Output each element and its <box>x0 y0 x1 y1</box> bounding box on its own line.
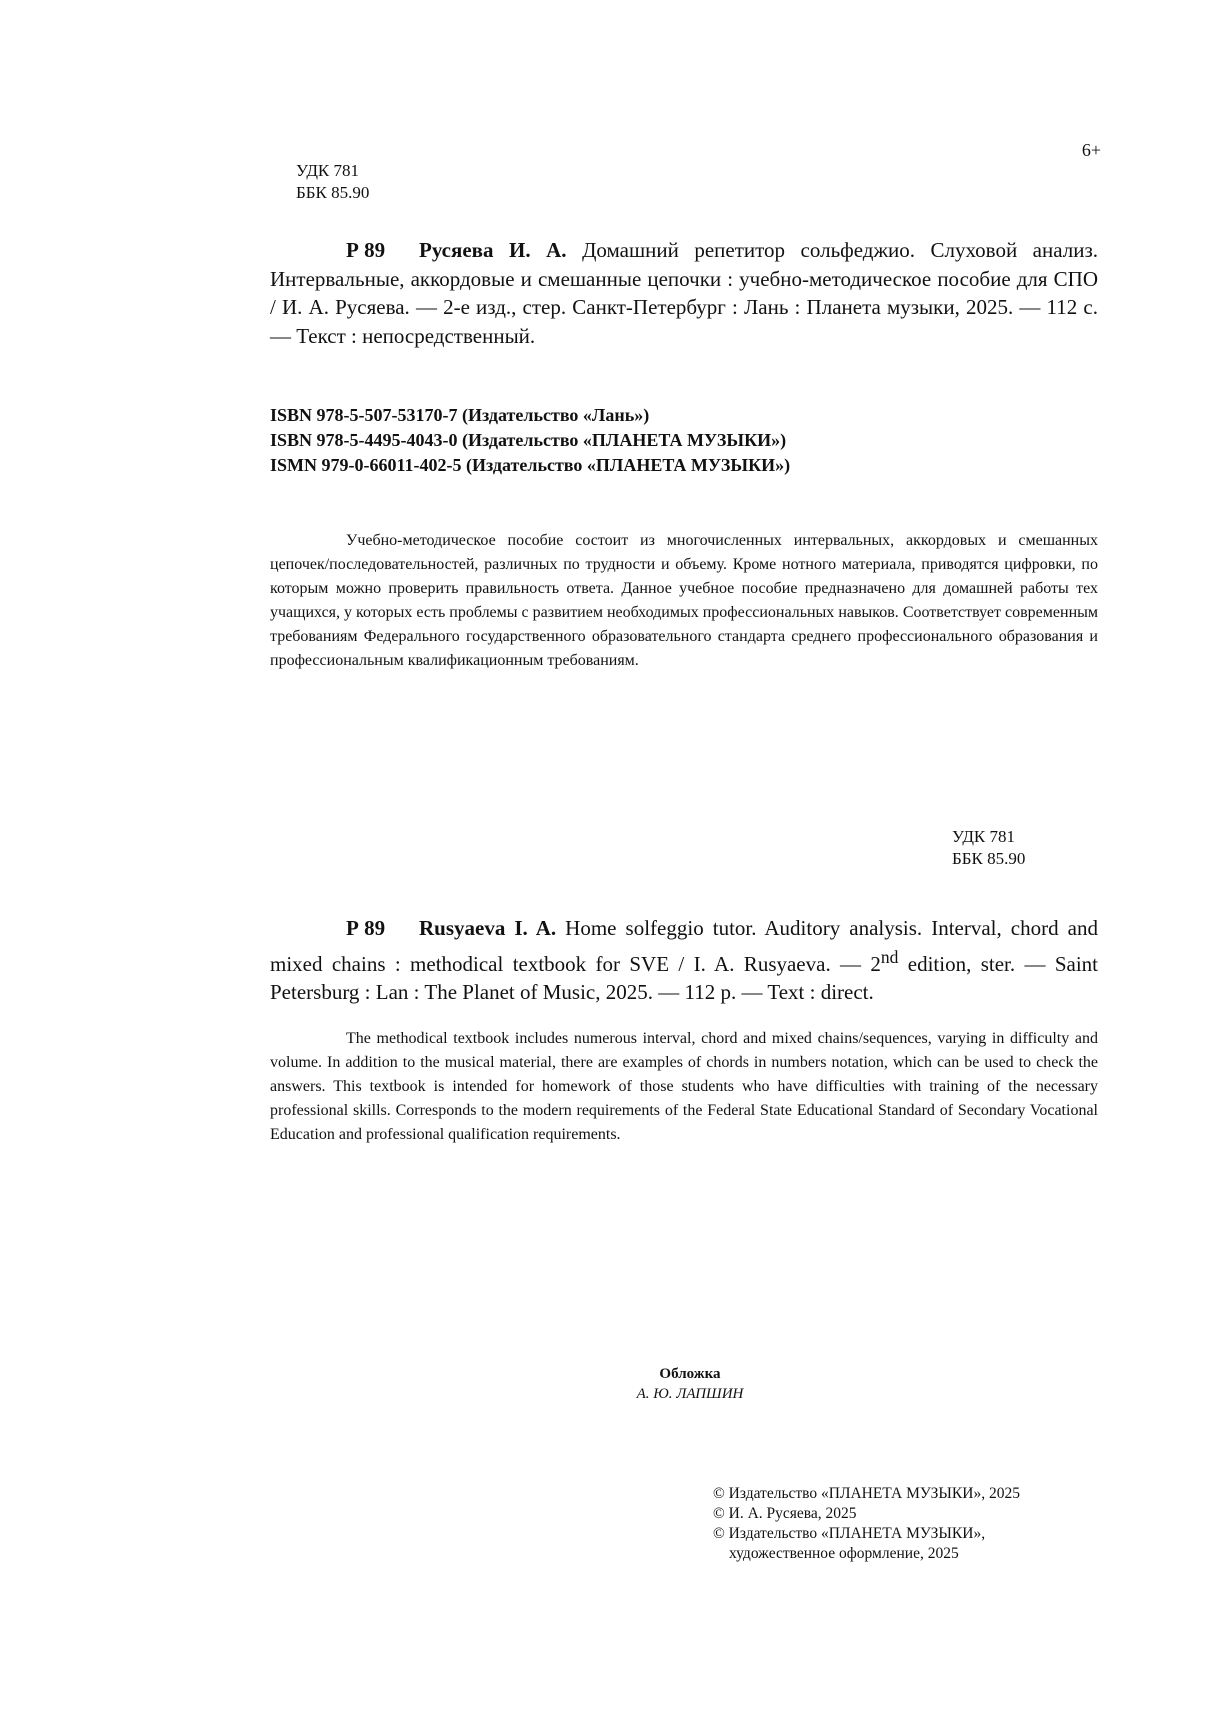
cover-label: Обложка <box>659 1366 721 1382</box>
bibliographic-text: Home solfeggio tutor. Auditory analysis. Interval, chord and mixed chains : methodical textbook for SVE / I. A. Rusyaeva. — 2 <box>270 916 1098 976</box>
copyright-line: © Издательство «ПЛАНЕТА МУЗЫКИ», 2025 <box>713 1485 1020 1502</box>
bibliographic-text: Домашний репетитор сольфеджио. Слуховой анализ. Интервальные, аккордовые и смешанные цепочки : учебно-методическое пособие для СПО / И. А. Русяева. — 2-е изд., стер. Санкт-Петербург : Лань : Планета музыки, 2025. — 112 с. — Текст : непосредственный. <box>270 238 1099 348</box>
classification-codes-ru <box>296 160 369 204</box>
annotation-en: The methodical textbook includes numerous interval, chord and mixed chains/sequences, varying in difficulty and volume. In addition to the musical material, there are examples of chords in numbers notation, which can be used to check the answers. This textbook is intended for homework of those students who have difficulties with training of the necessary professional skills. Corresponds to the modern requirements of the Federal State Educational Standard of Secondary Vocational Education and professional qualification requirements. <box>270 1030 1098 1143</box>
bibliographic-record-en <box>270 914 1098 1007</box>
bbk-code: ББК 85.90 <box>952 849 1026 868</box>
classification-codes-en <box>952 826 1025 870</box>
bbk-code: ББК 85.90 <box>296 183 370 202</box>
author-mark: Р 89 <box>346 238 386 262</box>
copyright-line: художественное оформление, 2025 <box>729 1545 959 1562</box>
isbn-lan: ISBN 978-5-507-53170-7 (Издательство «Лань») <box>270 405 650 425</box>
udk-code: УДК 781 <box>296 161 360 180</box>
copyright-block <box>713 1484 1020 1564</box>
author-name: Rusyaeva I. A. <box>419 916 557 940</box>
isbn-list <box>270 403 790 478</box>
udk-code: УДК 781 <box>952 827 1016 846</box>
author-mark: Р 89 <box>346 916 386 940</box>
copyright-line: © И. А. Русяева, 2025 <box>713 1505 857 1522</box>
author-name: Русяева И. А. <box>419 238 567 262</box>
bibliographic-text-cont: edition, ster. — Saint Petersburg : Lan : The Planet of Music, 2025. — 112 p. — Text : direct. <box>270 951 1098 1004</box>
cover-artist: А. Ю. ЛАПШИН <box>636 1386 744 1402</box>
isbn-planeta: ISBN 978-5-4495-4043-0 (Издательство «ПЛАНЕТА МУЗЫКИ») <box>270 430 787 450</box>
copyright-line: © Издательство «ПЛАНЕТА МУЗЫКИ», <box>713 1525 986 1542</box>
annotation-ru: Учебно-методическое пособие состоит из многочисленных интервальных, аккордовых и смешанных цепочек/последовательностей, различных по трудности и объему. Кроме нотного материала, приводятся цифровки, по которым можно проверить правильность ответа. Данное учебное пособие предназначено для домашней работы тех учащихся, у которых есть проблемы с развитием необходимых профессиональных навыков. Соответствует современным требованиям Федерального государственного образовательного стандарта среднего профессионального образования и профессиональным квалификационным требованиям. <box>270 532 1098 669</box>
edition-superscript: nd <box>880 946 899 967</box>
cover-credit <box>520 1364 860 1404</box>
age-rating: 6+ <box>1081 140 1101 160</box>
ismn-planeta: ISMN 979-0-66011-402-5 (Издательство «ПЛАНЕТА МУЗЫКИ») <box>270 455 791 475</box>
bibliographic-record-ru <box>270 236 1098 350</box>
